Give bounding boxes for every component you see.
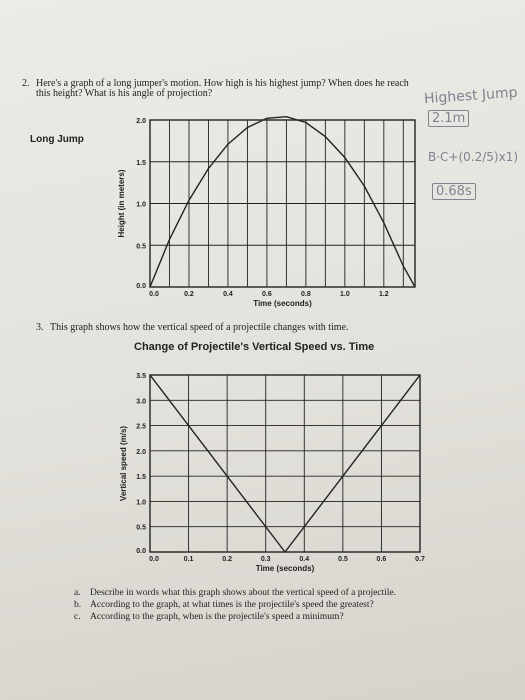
x-tick-label: 0.8 xyxy=(301,291,311,298)
y-tick-label: 1.5 xyxy=(136,159,146,167)
x-tick-label: 0.3 xyxy=(260,556,271,563)
chart-1-side-label: Long Jump xyxy=(30,134,84,145)
sub-question-b-letter: b. xyxy=(74,600,82,610)
question-3 xyxy=(36,322,456,334)
sub-question-a-letter: a. xyxy=(74,588,81,598)
y-axis-label: Vertical speed (m/s) xyxy=(119,425,128,502)
sub-question-b-text: According to the graph, at what times is the projectile's speed the greatest? xyxy=(90,600,374,610)
y-tick-label: 2.0 xyxy=(136,118,146,125)
x-tick-label: 0.4 xyxy=(299,556,310,563)
x-tick-label: 1.2 xyxy=(378,291,389,298)
question-2 xyxy=(22,78,492,102)
sub-question-a-text: Describe in words what this graph shows about the vertical speed of a projectile. xyxy=(90,588,397,598)
y-tick-label: 2.0 xyxy=(136,448,146,456)
y-tick-label: 2.5 xyxy=(136,423,146,431)
x-tick-label: 0.5 xyxy=(337,556,348,563)
y-tick-label: 0.5 xyxy=(136,243,146,251)
y-tick-label: 3.5 xyxy=(136,373,146,380)
y-tick-label: 1.5 xyxy=(136,474,146,482)
x-axis-label: Time (seconds) xyxy=(255,564,315,573)
vertical-speed-chart xyxy=(0,360,525,585)
question-3-number: 3. xyxy=(36,322,44,333)
sub-question-c-letter: c. xyxy=(74,612,81,622)
question-2-line-2: this height? What is his angle of projection? xyxy=(36,88,213,99)
question-2-line-1: Here's a graph of a long jumper's motion. How high is his highest jump? When does he reach xyxy=(36,78,409,89)
sub-question-c-text: According to the graph, when is the projectile's speed a minimum? xyxy=(90,612,344,622)
plot-frame xyxy=(150,375,420,552)
x-tick-label: 1.0 xyxy=(339,291,350,298)
y-axis-label: Height (in meters) xyxy=(117,169,126,238)
handwritten-formula: B·C+(0.2/5)x1) xyxy=(428,150,519,164)
handwritten-height-answer: 2.1m xyxy=(428,110,469,127)
y-tick-label: 1.0 xyxy=(136,201,146,209)
data-series-line xyxy=(150,117,415,287)
y-tick-label: 0.5 xyxy=(136,524,146,532)
x-tick-label: 0.6 xyxy=(262,291,272,298)
y-tick-label: 3.0 xyxy=(136,398,146,406)
handwritten-title: Highest Jump xyxy=(423,84,519,108)
x-tick-label: 0.0 xyxy=(149,556,159,563)
data-series-line xyxy=(150,375,420,552)
long-jump-chart xyxy=(0,100,525,315)
x-tick-label: 0.2 xyxy=(222,556,233,563)
x-tick-label: 0.2 xyxy=(184,291,194,298)
x-tick-label: 0.7 xyxy=(415,556,425,563)
handwritten-time-answer: 0.68s xyxy=(432,183,476,200)
y-tick-label: 1.0 xyxy=(136,499,146,507)
x-axis-label: Time (seconds) xyxy=(253,299,312,308)
x-tick-label: 0.1 xyxy=(183,556,194,563)
question-2-number: 2. xyxy=(22,78,30,89)
x-tick-label: 0.6 xyxy=(376,556,387,563)
y-tick-label: 0.0 xyxy=(136,283,146,290)
question-3-text: This graph shows how the vertical speed of a projectile changes with time. xyxy=(50,322,349,333)
x-tick-label: 0.4 xyxy=(223,291,233,298)
y-tick-label: 0.0 xyxy=(136,548,146,555)
chart-2-title: Change of Projectile's Vertical Speed vs. Time xyxy=(134,341,375,353)
x-tick-label: 0.0 xyxy=(149,291,159,298)
